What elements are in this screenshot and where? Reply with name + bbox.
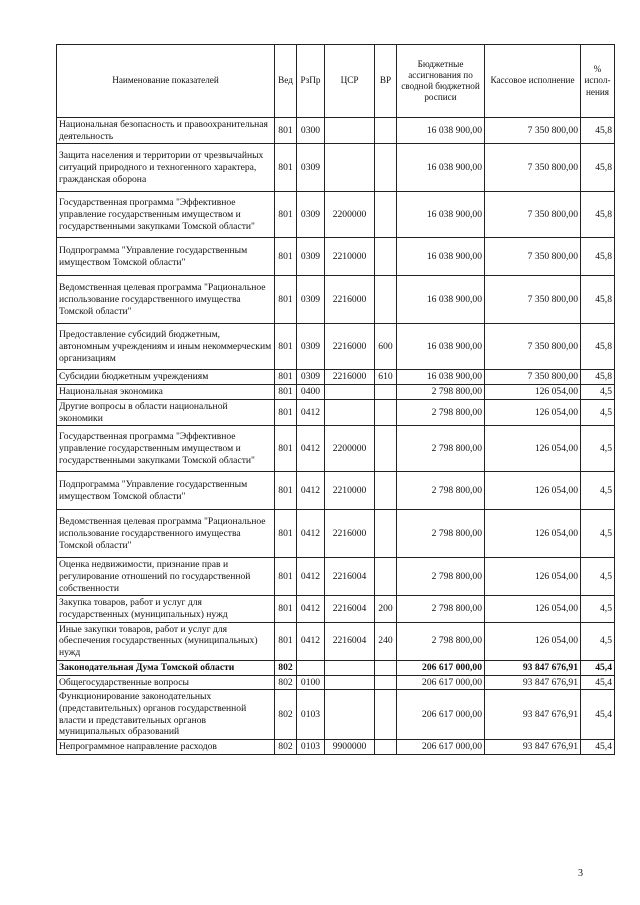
row-name: Подпрограмма "Управление государственным имуществом Томской области" xyxy=(57,472,275,510)
table-row xyxy=(57,622,615,660)
table-row xyxy=(57,740,615,755)
row-rzpr: 0412 xyxy=(297,622,325,660)
row-ved: 801 xyxy=(275,118,297,144)
row-vr xyxy=(375,192,397,238)
row-vr xyxy=(375,426,397,472)
row-pct: 4,5 xyxy=(581,596,615,622)
row-name: Субсидии бюджетным учреждениям xyxy=(57,370,275,385)
row-pct: 45,4 xyxy=(581,690,615,740)
row-name: Закупка товаров, работ и услуг для государственных (муниципальных) нужд xyxy=(57,596,275,622)
row-budget: 2 798 800,00 xyxy=(397,622,485,660)
row-cash: 7 350 800,00 xyxy=(485,118,581,144)
row-budget: 2 798 800,00 xyxy=(397,385,485,400)
row-name: Иные закупки товаров, работ и услуг для обеспечения государственных (муниципальных) нужд xyxy=(57,622,275,660)
row-cash: 126 054,00 xyxy=(485,558,581,596)
row-cash: 7 350 800,00 xyxy=(485,324,581,370)
row-vr xyxy=(375,510,397,558)
header-pct: % испол-нения xyxy=(581,45,615,118)
row-cash: 7 350 800,00 xyxy=(485,238,581,276)
row-pct: 45,4 xyxy=(581,740,615,755)
row-ved: 802 xyxy=(275,660,297,675)
row-name: Ведомственная целевая программа "Рациональное использование государственного имущества Томской области" xyxy=(57,276,275,324)
row-budget: 2 798 800,00 xyxy=(397,510,485,558)
row-cash: 126 054,00 xyxy=(485,510,581,558)
row-name: Государственная программа "Эффективное управление государственным имуществом и государственными закупками Томской области" xyxy=(57,426,275,472)
row-name: Общегосударственные вопросы xyxy=(57,675,275,690)
row-pct: 45,8 xyxy=(581,118,615,144)
row-name: Оценка недвижимости, признание прав и регулирование отношений по государственной собственности xyxy=(57,558,275,596)
row-pct: 4,5 xyxy=(581,622,615,660)
row-vr xyxy=(375,238,397,276)
row-rzpr: 0412 xyxy=(297,399,325,425)
row-csr: 2216000 xyxy=(325,276,375,324)
row-csr: 2216000 xyxy=(325,370,375,385)
row-ved: 801 xyxy=(275,510,297,558)
row-vr xyxy=(375,276,397,324)
row-csr: 2210000 xyxy=(325,238,375,276)
row-budget: 2 798 800,00 xyxy=(397,558,485,596)
row-ved: 801 xyxy=(275,426,297,472)
table-row xyxy=(57,690,615,740)
row-csr xyxy=(325,690,375,740)
row-cash: 7 350 800,00 xyxy=(485,276,581,324)
row-csr: 2216000 xyxy=(325,324,375,370)
row-name: Национальная экономика xyxy=(57,385,275,400)
row-pct: 45,4 xyxy=(581,675,615,690)
table-row xyxy=(57,192,615,238)
row-ved: 801 xyxy=(275,276,297,324)
row-cash: 93 847 676,91 xyxy=(485,690,581,740)
row-rzpr: 0309 xyxy=(297,324,325,370)
row-csr xyxy=(325,660,375,675)
row-ved: 801 xyxy=(275,192,297,238)
row-pct: 4,5 xyxy=(581,426,615,472)
row-csr xyxy=(325,385,375,400)
row-rzpr: 0412 xyxy=(297,558,325,596)
table-row xyxy=(57,675,615,690)
row-ved: 802 xyxy=(275,740,297,755)
row-vr xyxy=(375,118,397,144)
row-rzpr: 0400 xyxy=(297,385,325,400)
row-ved: 802 xyxy=(275,675,297,690)
row-pct: 45,8 xyxy=(581,276,615,324)
table-row xyxy=(57,558,615,596)
row-rzpr: 0103 xyxy=(297,740,325,755)
row-vr xyxy=(375,740,397,755)
row-rzpr: 0412 xyxy=(297,596,325,622)
row-cash: 126 054,00 xyxy=(485,472,581,510)
row-cash: 126 054,00 xyxy=(485,426,581,472)
header-cash: Кассовое исполнение xyxy=(485,45,581,118)
row-budget: 206 617 000,00 xyxy=(397,675,485,690)
row-rzpr: 0103 xyxy=(297,690,325,740)
row-cash: 7 350 800,00 xyxy=(485,192,581,238)
row-rzpr: 0309 xyxy=(297,276,325,324)
header-csr: ЦСР xyxy=(325,45,375,118)
budget-execution-table xyxy=(56,44,615,755)
row-name: Национальная безопасность и правоохранительная деятельность xyxy=(57,118,275,144)
row-ved: 801 xyxy=(275,399,297,425)
row-budget: 206 617 000,00 xyxy=(397,740,485,755)
row-vr xyxy=(375,690,397,740)
row-cash: 93 847 676,91 xyxy=(485,660,581,675)
header-vr: ВР xyxy=(375,45,397,118)
row-rzpr: 0309 xyxy=(297,238,325,276)
row-vr xyxy=(375,675,397,690)
row-budget: 16 038 900,00 xyxy=(397,118,485,144)
row-name: Защита населения и территории от чрезвычайных ситуаций природного и техногенного характера, гражданская оборона xyxy=(57,144,275,192)
table-row xyxy=(57,370,615,385)
table-row xyxy=(57,118,615,144)
row-vr xyxy=(375,385,397,400)
row-budget: 206 617 000,00 xyxy=(397,690,485,740)
row-rzpr: 0309 xyxy=(297,144,325,192)
row-budget: 2 798 800,00 xyxy=(397,399,485,425)
row-csr xyxy=(325,675,375,690)
row-csr xyxy=(325,144,375,192)
row-vr: 610 xyxy=(375,370,397,385)
row-rzpr: 0309 xyxy=(297,192,325,238)
table-row xyxy=(57,596,615,622)
row-csr xyxy=(325,118,375,144)
row-budget: 2 798 800,00 xyxy=(397,426,485,472)
row-pct: 4,5 xyxy=(581,385,615,400)
row-name: Функционирование законодательных (представительных) органов государственной власти и представительных органов муниципальных образований xyxy=(57,690,275,740)
row-ved: 801 xyxy=(275,596,297,622)
row-name: Государственная программа "Эффективное управление государственным имуществом и государственными закупками Томской области" xyxy=(57,192,275,238)
page-number: 3 xyxy=(578,868,583,879)
row-rzpr: 0309 xyxy=(297,370,325,385)
row-rzpr: 0300 xyxy=(297,118,325,144)
row-pct: 45,8 xyxy=(581,192,615,238)
row-csr: 2216004 xyxy=(325,558,375,596)
table-row xyxy=(57,385,615,400)
row-name: Другие вопросы в области национальной экономики xyxy=(57,399,275,425)
row-vr: 200 xyxy=(375,596,397,622)
row-pct: 4,5 xyxy=(581,399,615,425)
row-pct: 45,8 xyxy=(581,144,615,192)
row-cash: 93 847 676,91 xyxy=(485,675,581,690)
row-cash: 7 350 800,00 xyxy=(485,370,581,385)
row-pct: 45,4 xyxy=(581,660,615,675)
row-pct: 45,8 xyxy=(581,370,615,385)
row-budget: 16 038 900,00 xyxy=(397,192,485,238)
row-vr: 600 xyxy=(375,324,397,370)
row-rzpr: 0412 xyxy=(297,472,325,510)
row-name: Законодательная Дума Томской области xyxy=(57,660,275,675)
row-rzpr xyxy=(297,660,325,675)
header-name: Наименование показателей xyxy=(57,45,275,118)
table-row xyxy=(57,426,615,472)
row-budget: 16 038 900,00 xyxy=(397,238,485,276)
row-budget: 16 038 900,00 xyxy=(397,370,485,385)
header-row xyxy=(57,45,615,118)
row-csr xyxy=(325,399,375,425)
row-vr xyxy=(375,144,397,192)
row-cash: 7 350 800,00 xyxy=(485,144,581,192)
header-rzpr: РзПр xyxy=(297,45,325,118)
row-budget: 16 038 900,00 xyxy=(397,276,485,324)
row-pct: 45,8 xyxy=(581,238,615,276)
row-ved: 801 xyxy=(275,558,297,596)
row-pct: 45,8 xyxy=(581,324,615,370)
row-vr xyxy=(375,660,397,675)
row-cash: 126 054,00 xyxy=(485,399,581,425)
row-cash: 126 054,00 xyxy=(485,622,581,660)
row-cash: 126 054,00 xyxy=(485,385,581,400)
header-ved: Вед xyxy=(275,45,297,118)
row-budget: 16 038 900,00 xyxy=(397,144,485,192)
row-csr: 2216004 xyxy=(325,622,375,660)
row-ved: 801 xyxy=(275,144,297,192)
row-csr: 2216004 xyxy=(325,596,375,622)
row-ved: 801 xyxy=(275,238,297,276)
row-ved: 801 xyxy=(275,385,297,400)
row-pct: 4,5 xyxy=(581,472,615,510)
table-row xyxy=(57,238,615,276)
row-csr: 2216000 xyxy=(325,510,375,558)
table-row xyxy=(57,399,615,425)
row-rzpr: 0100 xyxy=(297,675,325,690)
row-budget: 2 798 800,00 xyxy=(397,596,485,622)
row-budget: 2 798 800,00 xyxy=(397,472,485,510)
row-name: Ведомственная целевая программа "Рациональное использование государственного имущества Томской области" xyxy=(57,510,275,558)
row-vr xyxy=(375,558,397,596)
row-csr: 2200000 xyxy=(325,426,375,472)
row-pct: 4,5 xyxy=(581,510,615,558)
table-row xyxy=(57,472,615,510)
row-vr xyxy=(375,399,397,425)
row-ved: 802 xyxy=(275,690,297,740)
row-rzpr: 0412 xyxy=(297,510,325,558)
row-name: Непрограммное направление расходов xyxy=(57,740,275,755)
row-budget: 206 617 000,00 xyxy=(397,660,485,675)
table-row xyxy=(57,324,615,370)
table-row xyxy=(57,660,615,675)
row-name: Подпрограмма "Управление государственным имуществом Томской области" xyxy=(57,238,275,276)
row-ved: 801 xyxy=(275,370,297,385)
row-csr: 2200000 xyxy=(325,192,375,238)
header-budget: Бюджетные ассигнования по сводной бюджетной росписи xyxy=(397,45,485,118)
row-rzpr: 0412 xyxy=(297,426,325,472)
table-row xyxy=(57,510,615,558)
row-cash: 93 847 676,91 xyxy=(485,740,581,755)
row-budget: 16 038 900,00 xyxy=(397,324,485,370)
row-cash: 126 054,00 xyxy=(485,596,581,622)
row-vr: 240 xyxy=(375,622,397,660)
row-ved: 801 xyxy=(275,324,297,370)
table-row xyxy=(57,276,615,324)
row-csr: 2210000 xyxy=(325,472,375,510)
row-ved: 801 xyxy=(275,472,297,510)
row-csr: 9900000 xyxy=(325,740,375,755)
row-name: Предоставление субсидий бюджетным, автономным учреждениям и иным некоммерческим организациям xyxy=(57,324,275,370)
table-row xyxy=(57,144,615,192)
row-ved: 801 xyxy=(275,622,297,660)
row-vr xyxy=(375,472,397,510)
row-pct: 4,5 xyxy=(581,558,615,596)
